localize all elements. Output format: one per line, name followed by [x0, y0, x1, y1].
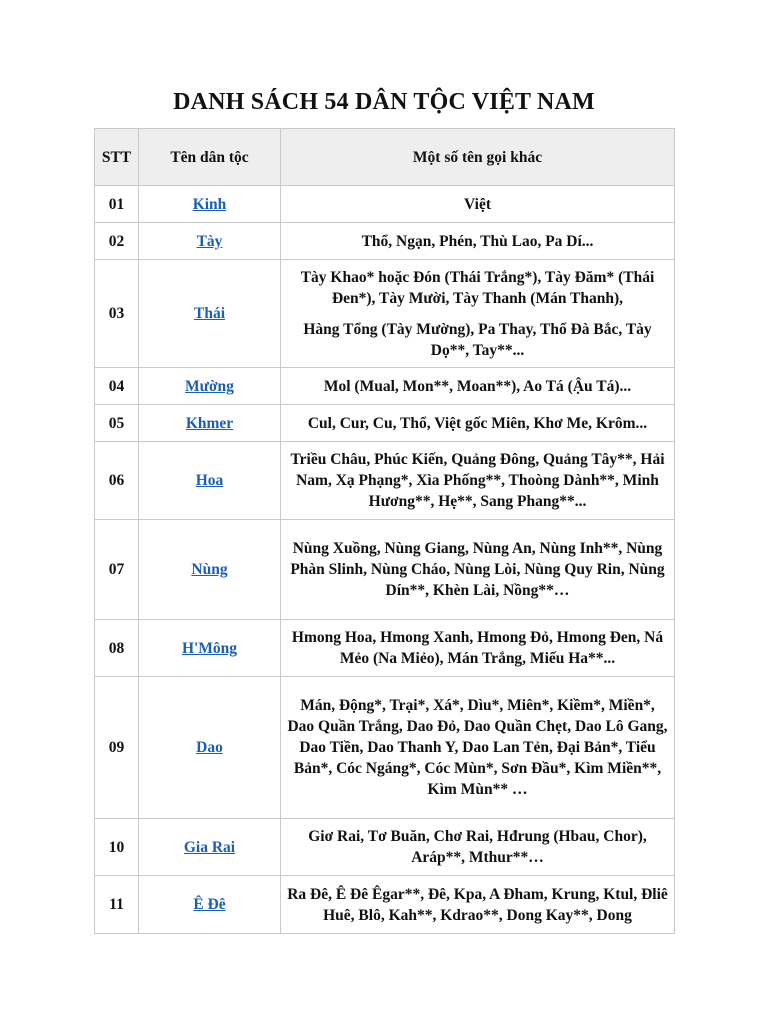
other-names-text: Triều Châu, Phúc Kiến, Quảng Đông, Quảng Tây**, Hải Nam, Xạ Phạng*, Xìa Phống**, Thoòng Dành**, Minh Hương**, Hẹ**, Sang Phang**...: [290, 451, 665, 510]
row-other-names: [281, 876, 675, 934]
ethnic-name-link[interactable]: Ê Đê: [193, 896, 226, 913]
row-stt: 04: [95, 368, 139, 405]
table-body: [95, 186, 675, 934]
row-name-cell: [139, 368, 281, 405]
other-names-text: Mán, Động*, Trại*, Xá*, Dìu*, Miên*, Kiềm*, Miền*, Dao Quần Trắng, Dao Đỏ, Dao Quần Chẹt, Dao Lô Gang, Dao Tiền, Dao Thanh Y, Dao Lan Tẻn, Đại Bản*, Tiểu Bản*, Cóc Ngáng*, Cóc Mùn*, Sơn Đầu*, Kìm Miền**, Kìm Mùn** …: [287, 697, 668, 798]
other-names-text: Giơ Rai, Tơ Buăn, Chơ Rai, Hđrung (Hbau, Chor), Aráp**, Mthur**…: [308, 828, 647, 866]
row-stt: 03: [95, 260, 139, 368]
header-stt: STT: [95, 129, 139, 186]
row-name-cell: [139, 677, 281, 819]
ethnic-name-link[interactable]: Tày: [196, 232, 223, 250]
row-other-names: [281, 368, 675, 405]
row-stt: 02: [95, 223, 139, 260]
other-names-text: Ra Đê, Ê Đê Êgar**, Đê, Kpa, A Đham, Krung, Ktul, Đliê Huê, Blô, Kah**, Kdrao**, Dong Kay**, Dong: [287, 885, 668, 924]
ethnic-name-link[interactable]: Kinh: [192, 195, 227, 213]
row-stt: 10: [95, 819, 139, 876]
ethnic-name-link[interactable]: Thái: [193, 305, 225, 322]
row-other-names: [281, 442, 675, 520]
ethnic-name-link[interactable]: Mường: [185, 377, 234, 395]
row-other-names: [281, 260, 675, 368]
row-name-cell: [139, 442, 281, 520]
row-other-names: [281, 620, 675, 677]
page-title: DANH SÁCH 54 DÂN TỘC VIỆT NAM: [173, 89, 595, 115]
other-names-text: Thổ, Ngạn, Phén, Thù Lao, Pa Dí...: [361, 232, 594, 250]
other-names-text: Nùng Xuồng, Nùng Giang, Nùng An, Nùng Inh**, Nùng Phàn Slinh, Nùng Cháo, Nùng Lòi, Nùng Quy Rin, Nùng Dín**, Khèn Lài, Nồng**…: [290, 540, 665, 599]
ethnic-name-link[interactable]: Dao: [196, 739, 223, 756]
table-row: [95, 520, 675, 620]
row-other-names: [281, 405, 675, 442]
ethnic-name-link[interactable]: Khmer: [185, 414, 234, 432]
header-other-names: Một số tên gọi khác: [281, 129, 675, 186]
row-name-cell: [139, 520, 281, 620]
ethnic-groups-table: [94, 128, 675, 934]
ethnic-name-link[interactable]: Nùng: [191, 561, 228, 578]
row-name-cell: [139, 876, 281, 934]
header-name: Tên dân tộc: [139, 129, 281, 186]
row-other-names: [281, 819, 675, 876]
row-stt: 07: [95, 520, 139, 620]
row-stt: 11: [95, 876, 139, 934]
row-stt: 05: [95, 405, 139, 442]
ethnic-name-link[interactable]: Gia Rai: [183, 838, 236, 856]
table-row: [95, 677, 675, 819]
other-names-text: Cul, Cur, Cu, Thổ, Việt gốc Miên, Khơ Me, Krôm...: [307, 414, 648, 432]
table-header-row: [95, 129, 675, 186]
other-names-text: Hmong Hoa, Hmong Xanh, Hmong Đỏ, Hmong Đen, Ná Mẻo (Na Miẻo), Mán Trắng, Miếu Ha**...: [291, 629, 664, 667]
row-name-cell: [139, 405, 281, 442]
other-names-text: Tày Khao* hoặc Đón (Thái Trắng*), Tày Đăm* (Thái Đen*), Tày Mười, Tày Thanh (Mán Thanh),: [300, 268, 655, 307]
row-other-names: [281, 223, 675, 260]
table-row: [95, 368, 675, 405]
table-row: [95, 260, 675, 368]
row-name-cell: [139, 186, 281, 223]
table-row: [95, 819, 675, 876]
table-row: [95, 442, 675, 520]
row-name-cell: [139, 223, 281, 260]
table-row: [95, 405, 675, 442]
row-stt: 09: [95, 677, 139, 819]
row-name-cell: [139, 260, 281, 368]
row-other-names: [281, 186, 675, 223]
ethnic-name-link[interactable]: H'Mông: [181, 639, 238, 657]
row-stt: 08: [95, 620, 139, 677]
table-row: [95, 223, 675, 260]
other-names-text: Mol (Mual, Mon**, Moan**), Ao Tá (Ậu Tá)...: [323, 377, 632, 395]
table-row: [95, 876, 675, 934]
row-name-cell: [139, 819, 281, 876]
table-row: [95, 186, 675, 223]
table-row: [95, 620, 675, 677]
row-stt: 01: [95, 186, 139, 223]
row-other-names: [281, 520, 675, 620]
other-names-text: Hàng Tổng (Tày Mường), Pa Thay, Thổ Đà Bắc, Tày Dọ**, Tay**...: [303, 320, 652, 359]
row-name-cell: [139, 620, 281, 677]
row-other-names: [281, 677, 675, 819]
row-stt: 06: [95, 442, 139, 520]
ethnic-name-link[interactable]: Hoa: [195, 472, 224, 489]
other-names-text: Việt: [464, 195, 491, 213]
